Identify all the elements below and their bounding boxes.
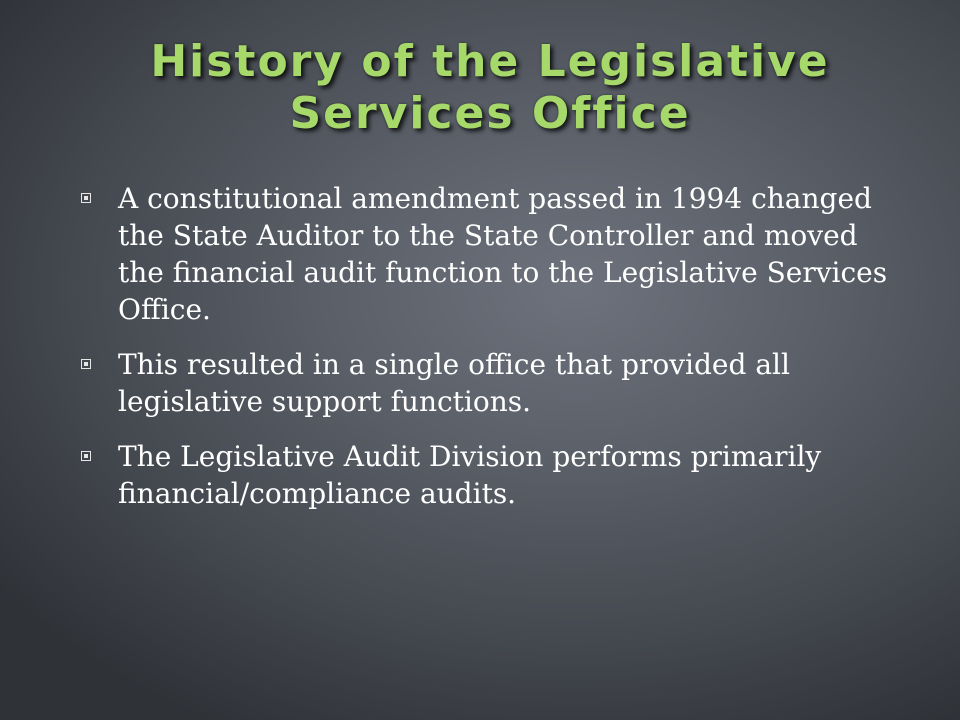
square-bullet-icon xyxy=(81,451,91,461)
bullet-text: A constitutional amendment passed in 1994 changed the State Auditor to the State Controller and moved the financial audit function to the Legislative Services Office. xyxy=(118,182,888,326)
bullet-item xyxy=(78,346,908,420)
square-bullet-icon xyxy=(81,193,91,203)
bullet-text: The Legislative Audit Division performs primarily financial/compliance audits. xyxy=(118,440,822,510)
slide-title: History of the Legislative Services Office xyxy=(150,36,830,139)
square-bullet-icon xyxy=(81,359,91,369)
bullet-text: This resulted in a single office that provided all legislative support functions. xyxy=(118,348,790,418)
bullet-item xyxy=(78,180,908,328)
bullet-list xyxy=(78,180,908,530)
bullet-item xyxy=(78,438,908,512)
